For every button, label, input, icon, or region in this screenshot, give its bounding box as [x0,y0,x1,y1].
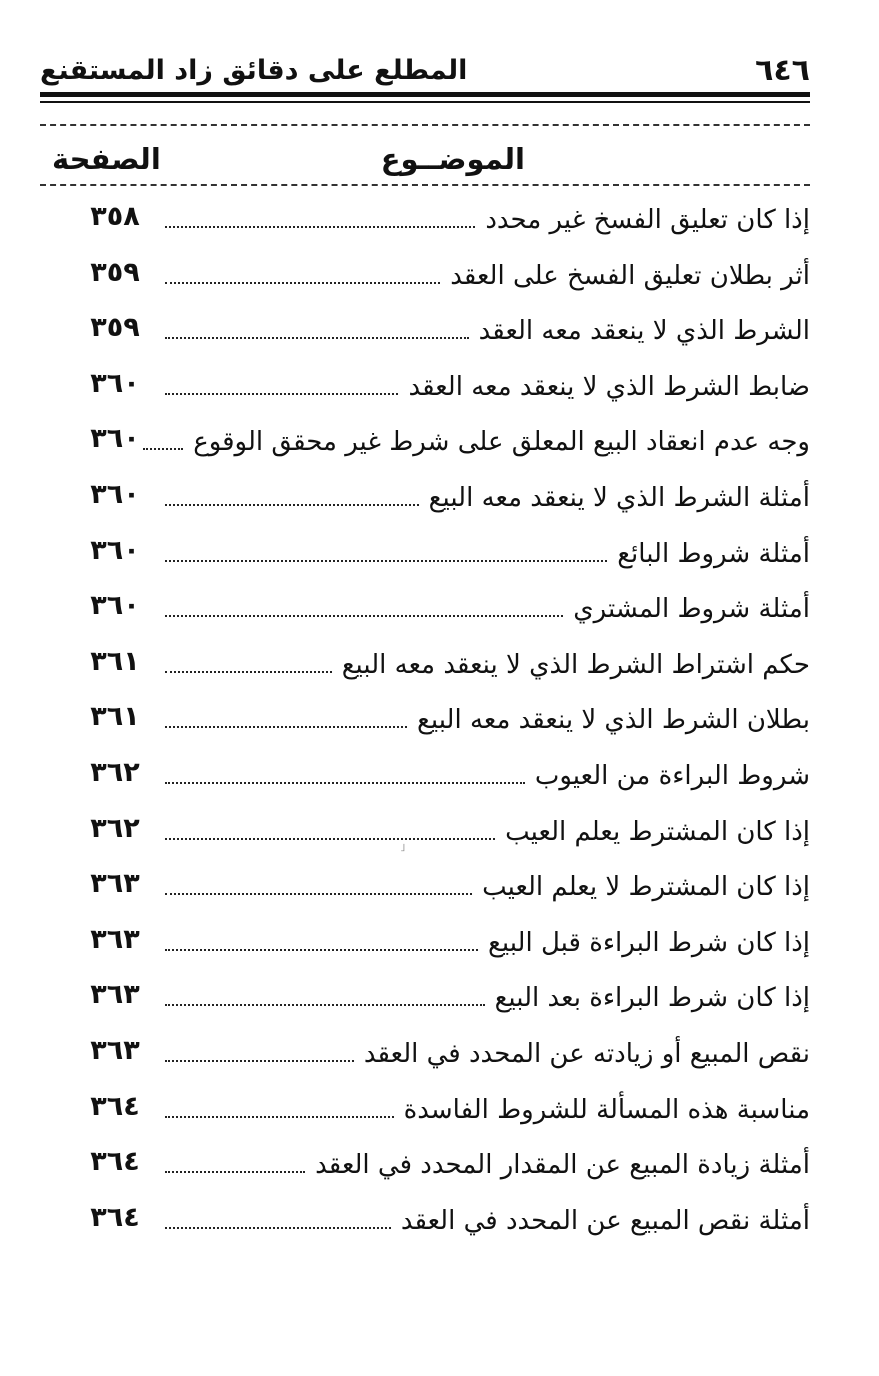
toc-page-number: ٣٦٠ [90,534,140,566]
toc-page-number: ٣٦٠ [90,478,140,510]
toc-entry [40,635,810,691]
toc-title: حكم اشتراط الشرط الذي لا ينعقد معه البيع [341,649,810,680]
columns-top-divider [40,124,810,126]
columns-bottom-divider [40,184,810,186]
toc-title: أمثلة نقص المبيع عن المحدد في العقد [400,1205,810,1236]
page-column-header: الصفحة [52,142,161,176]
toc-title: إذا كان شرط البراءة قبل البيع [488,927,810,958]
toc-title: وجه عدم انعقاد البيع المعلق على شرط غير محقق الوقوع [193,427,810,458]
toc-entry [40,579,810,635]
running-header [40,52,810,92]
toc-page-number: ٣٦٣ [90,923,140,955]
toc-page-number: ٣٥٩ [90,312,140,344]
toc-page-number: ٣٦٢ [90,756,140,788]
dot-leader [165,893,472,895]
toc-entry [40,524,810,580]
toc-entry [40,190,810,246]
toc-entry [40,857,810,913]
toc-title: أمثلة شروط المشتري [573,594,810,625]
toc-page-number: ٣٦٣ [90,1034,140,1066]
toc-entry [40,913,810,969]
toc-page-number: ٣٥٩ [90,256,140,288]
toc-title: إذا كان المشترط يعلم العيب [505,816,810,847]
toc-entry [40,1080,810,1136]
dot-leader [165,1004,485,1006]
toc-title: مناسبة هذه المسألة للشروط الفاسدة [403,1094,810,1125]
header-rule-thin [40,101,810,103]
dot-leader [165,1171,305,1173]
dot-leader [165,1060,354,1062]
toc-entry [40,468,810,524]
toc-entry [40,968,810,1024]
topic-column-header: الموضــوع [380,142,525,176]
toc-page-number: ٣٦٣ [90,979,140,1011]
toc-entry [40,746,810,802]
toc-title: ضابط الشرط الذي لا ينعقد معه العقد [408,371,810,402]
toc-page-number: ٣٦٤ [90,1201,140,1233]
dot-leader [165,504,419,506]
dot-leader [165,393,398,395]
toc-entry [40,1024,810,1080]
toc-entry [40,412,810,468]
toc-entry [40,1191,810,1247]
toc-title: بطلان الشرط الذي لا ينعقد معه البيع [417,705,810,736]
toc-page-number: ٣٦٤ [90,1090,140,1122]
scan-speck: ˩ [400,841,406,854]
dot-leader [165,671,332,673]
toc-page-number: ٣٦٠ [90,367,140,399]
dot-leader [165,560,607,562]
book-title: المطلع على دقائق زاد المستقنع [40,55,468,86]
toc-page-number: ٣٥٨ [90,201,140,232]
dot-leader [165,282,440,284]
toc-title: أمثلة زيادة المبيع عن المقدار المحدد في العقد [315,1150,810,1181]
toc-entry [40,246,810,302]
toc-page-number: ٣٦٠ [90,590,140,622]
toc-entry [40,802,810,858]
page-number: ٦٤٦ [755,53,810,88]
toc-page-number: ٣٦١ [90,645,140,677]
toc-title: الشرط الذي لا ينعقد معه العقد [478,316,810,347]
dot-leader [165,615,563,617]
toc-title: نقص المبيع أو زيادته عن المحدد في العقد [363,1038,810,1069]
dot-leader [165,337,469,339]
toc-entry [40,1135,810,1191]
column-headers [40,140,810,180]
toc-entry [40,690,810,746]
table-of-contents [40,190,810,1246]
dot-leader [165,1116,394,1118]
toc-title: أمثلة شروط البائع [617,538,810,569]
toc-title: إذا كان المشترط لا يعلم العيب [482,872,810,903]
dot-leader [165,726,407,728]
toc-page-number: ٣٦٣ [90,868,140,900]
dot-leader [143,448,183,450]
toc-title: شروط البراءة من العيوب [534,760,810,791]
dot-leader [165,949,478,951]
dot-leader [165,782,525,784]
toc-title: إذا كان تعليق الفسخ غير محدد [485,205,810,235]
toc-title: إذا كان شرط البراءة بعد البيع [494,983,810,1014]
toc-page-number: ٣٦٤ [90,1146,140,1178]
dot-leader [165,1227,391,1229]
toc-page-number: ٣٦٢ [90,812,140,844]
toc-page-number: ٣٦١ [90,701,140,733]
toc-title: أثر بطلان تعليق الفسخ على العقد [450,260,810,291]
dot-leader [165,226,475,228]
toc-page-number: ٣٦٠ [90,423,140,455]
toc-title: أمثلة الشرط الذي لا ينعقد معه البيع [428,482,810,513]
toc-entry [40,301,810,357]
header-rule-thick [40,92,810,97]
dot-leader [165,838,495,840]
toc-entry [40,357,810,413]
